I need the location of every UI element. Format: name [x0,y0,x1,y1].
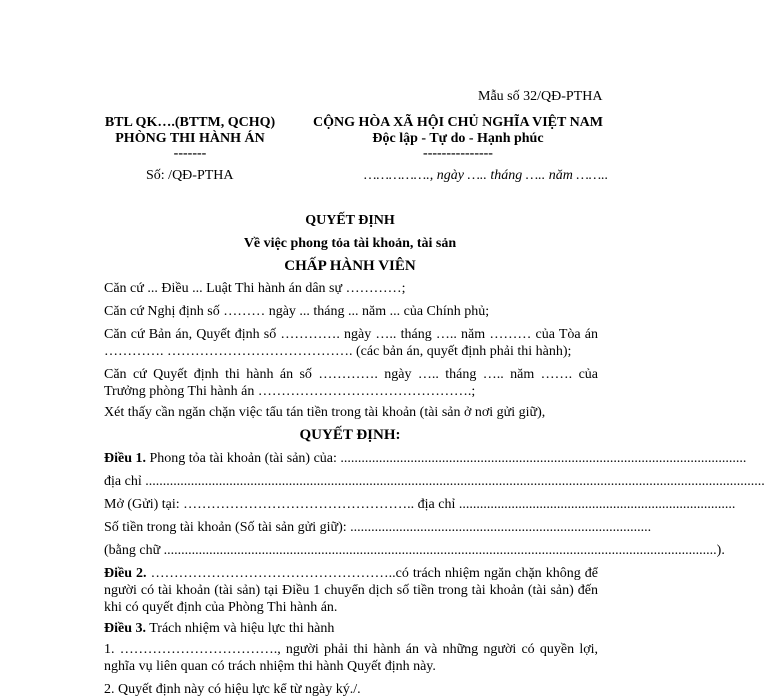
article-3-item-1: 1. ……………………………., người phải thi hành án và những người có quyền lợi, nghĩa vụ liên quan có trách nhiệm thi hành Quyết định này. [104,642,598,674]
place-date: ……………., ngày ….. tháng ….. năm …….. [364,168,609,183]
form-code: Mẫu số 32/QĐ-PTHA [478,89,603,104]
article-2-label: Điều 2. [104,566,147,581]
document-title: QUYẾT ĐỊNH [305,213,395,228]
article-2 [104,565,598,616]
issuer-title: CHẤP HÀNH VIÊN [284,258,416,274]
article-1-line-1 [104,450,747,467]
article-1-amount-words: (bằng chữ ..............................................................................................................................................................). [104,543,725,558]
article-1-address: địa chỉ ................................................................................................................................................................................. [104,474,765,489]
article-3-item-2: 2. Quyết định này có hiệu lực kể từ ngày ký./. [104,682,361,697]
right-divider: --------------- [423,146,493,161]
article-1-label: Điều 1. [104,451,146,466]
organization-name: BTL QK….(BTTM, QCHQ) [104,115,276,130]
article-2-text: ……………………………………………..có trách nhiệm ngăn chặn không để người có tài khoản (tài sản) tại Điều 1 chuyển dịch số tiền trong tài khoản (tài sản) đến khi có quyết định của Phòng Thi hành án. [104,566,599,615]
legal-basis-4: Căn cứ Quyết định thi hành án số …………. ngày ….. tháng ….. năm ……. của Trưởng phòng Thi hành án ……………………………………….; [104,367,598,399]
article-3-heading [104,620,598,637]
left-divider: ------- [173,146,207,161]
motto: Độc lập - Tự do - Hạnh phúc [372,131,544,146]
article-1-bank: Mở (Gửi) tại: ………………………………………….. địa chỉ ............................................................................... [104,497,736,512]
decision-heading: QUYẾT ĐỊNH: [299,427,401,443]
legal-basis-1: Căn cứ ... Điều ... Luật Thi hành án dân sự …………; [104,281,406,296]
legal-basis-3: Căn cứ Bản án, Quyết định số …………. ngày ….. tháng ….. năm ……… của Tòa án …………. …………………………………. (các bản án, quyết định phải thi hành); [104,327,598,359]
article-3-label: Điều 3. [104,621,146,636]
legal-basis-5: Xét thấy cần ngăn chặn việc tẩu tán tiền trong tài khoản (tài sản ở nơi gửi giữ), [104,405,546,420]
document-number: Số: /QĐ-PTHA [146,168,234,183]
department-name: PHÒNG THI HÀNH ÁN [115,131,265,146]
article-3-title: Trách nhiệm và hiệu lực thi hành [146,621,335,636]
article-1-amount: Số tiền trong tài khoản (Số tài sản gửi giữ): ...................................................................................... [104,520,652,535]
article-1-subject: Phong tỏa tài khoản (tài sản) của: .................................................................................................................... [146,451,747,466]
country-name: CỘNG HÒA XÃ HỘI CHỦ NGHĨA VIỆT NAM [312,115,603,130]
document-subject: Về việc phong tỏa tài khoản, tài sản [243,236,457,251]
legal-basis-2: Căn cứ Nghị định số ……… ngày ... tháng ... năm ... của Chính phủ; [104,304,490,319]
